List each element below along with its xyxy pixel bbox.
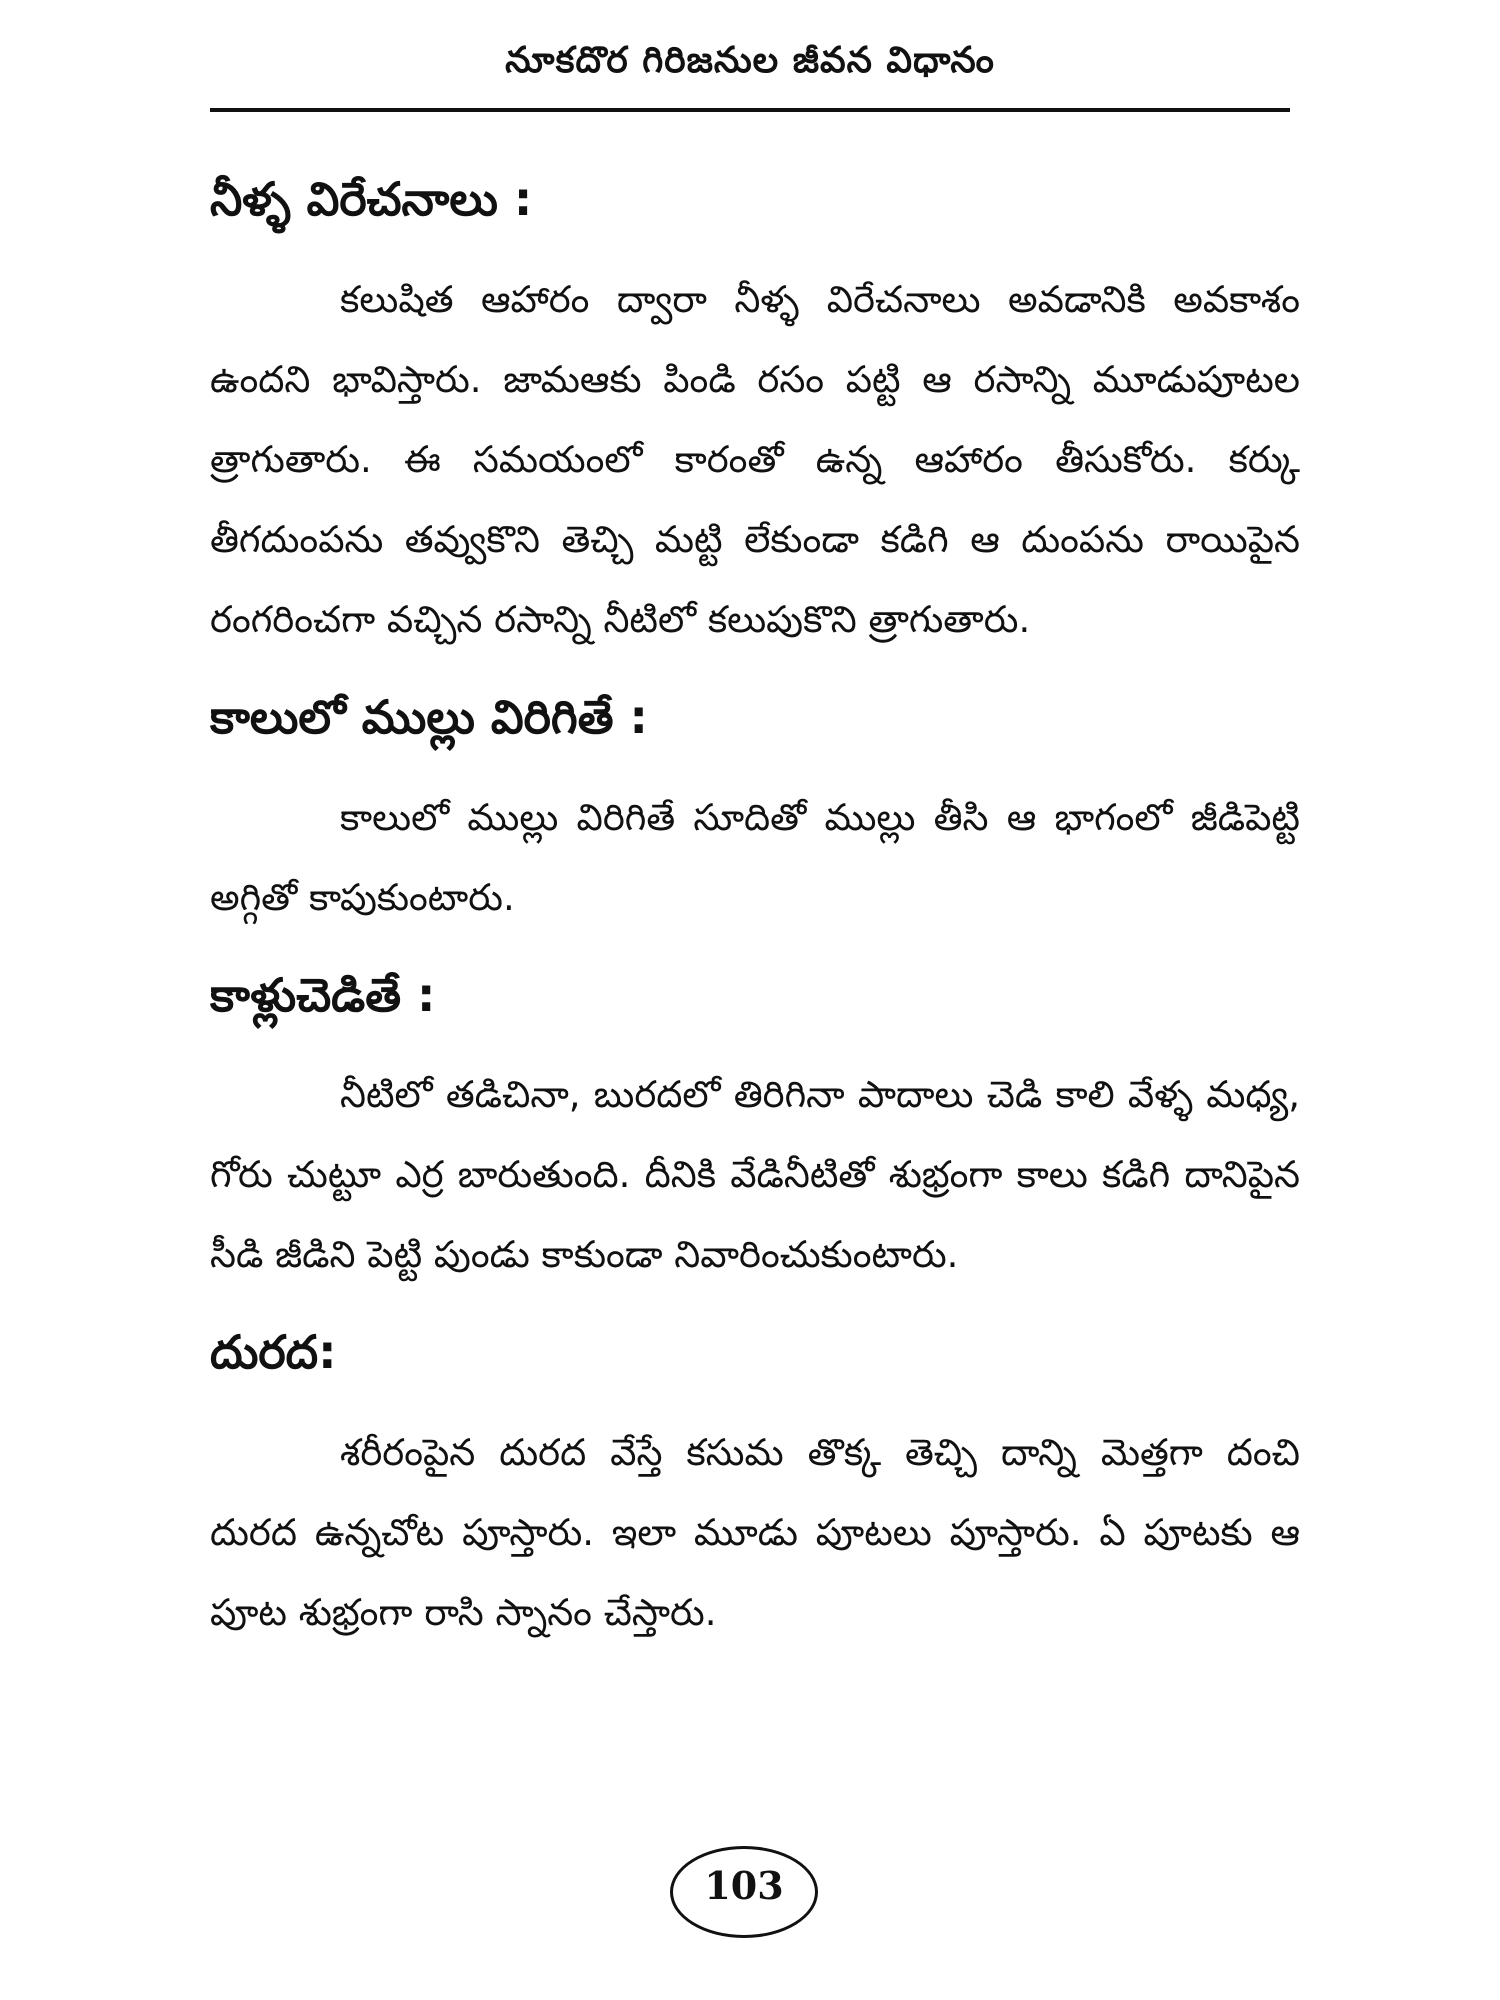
section-heading: కాళ్లుచెడితే :	[210, 967, 436, 1022]
section-watery-diarrhea	[210, 170, 1300, 660]
page-content	[210, 150, 1300, 1681]
section-heading: నీళ్ళ విరేచనాలు :	[210, 172, 533, 226]
section-heading: దురద:	[210, 1325, 337, 1380]
page-number-badge	[670, 1846, 818, 1938]
section-paragraph: కలుషిత ఆహారం ద్వారా నీళ్ళ విరేచనాలు అవడానికి అవకాశం ఉందని భావిస్తారు. జామఆకు పిండి రసం పట్టి ఆ రసాన్ని మూడుపూటల త్రాగుతారు. ఈ సమయంలో కారంతో ఉన్న ఆహారం తీసుకోరు. కర్కు తీగదుంపను తవ్వుకొని తెచ్చి మట్టి లేకుండా కడిగి ఆ దుంపను రాయిపైన రంగరించగా వచ్చిన రసాన్ని నీటిలో కలుపుకొని త్రాగుతారు.	[210, 277, 1300, 641]
section-paragraph: కాలులో ముల్లు విరిగితే సూదితో ముల్లు తీసి ఆ భాగంలో జీడిపెట్టి అగ్గితో కాపుకుంటారు.	[210, 795, 1300, 919]
page-number: 103	[704, 1862, 784, 1908]
section-thorn-in-foot	[210, 688, 1300, 938]
section-itching	[210, 1323, 1300, 1653]
section-heading: కాలులో ముల్లు విరిగితే :	[210, 689, 648, 744]
section-foot-infection	[210, 966, 1300, 1296]
section-paragraph: నీటిలో తడిచినా, బురదలో తిరిగినా పాదాలు చెడి కాలి వేళ్ళ మధ్య, గోరు చుట్టూ ఎర్ర బారుతుంది. దీనికి వేడినీటితో శుభ్రంగా కాలు కడిగి దానిపైన సీడి జీడిని పెట్టి పుండు కాకుండా నివారించుకుంటారు.	[210, 1073, 1300, 1277]
header-divider	[210, 108, 1290, 112]
running-header-title: నూకదొర గిరిజనుల జీవన విధానం	[505, 40, 995, 81]
section-paragraph: శరీరంపైన దురద వేస్తే కసుమ తొక్క తెచ్చి దాన్ని మెత్తగా దంచి దురద ఉన్నచోట పూస్తారు. ఇలా మూడు పూటలు పూస్తారు. ఏ పూటకు ఆ పూట శుభ్రంగా రాసి స్నానం చేస్తారు.	[210, 1431, 1300, 1635]
